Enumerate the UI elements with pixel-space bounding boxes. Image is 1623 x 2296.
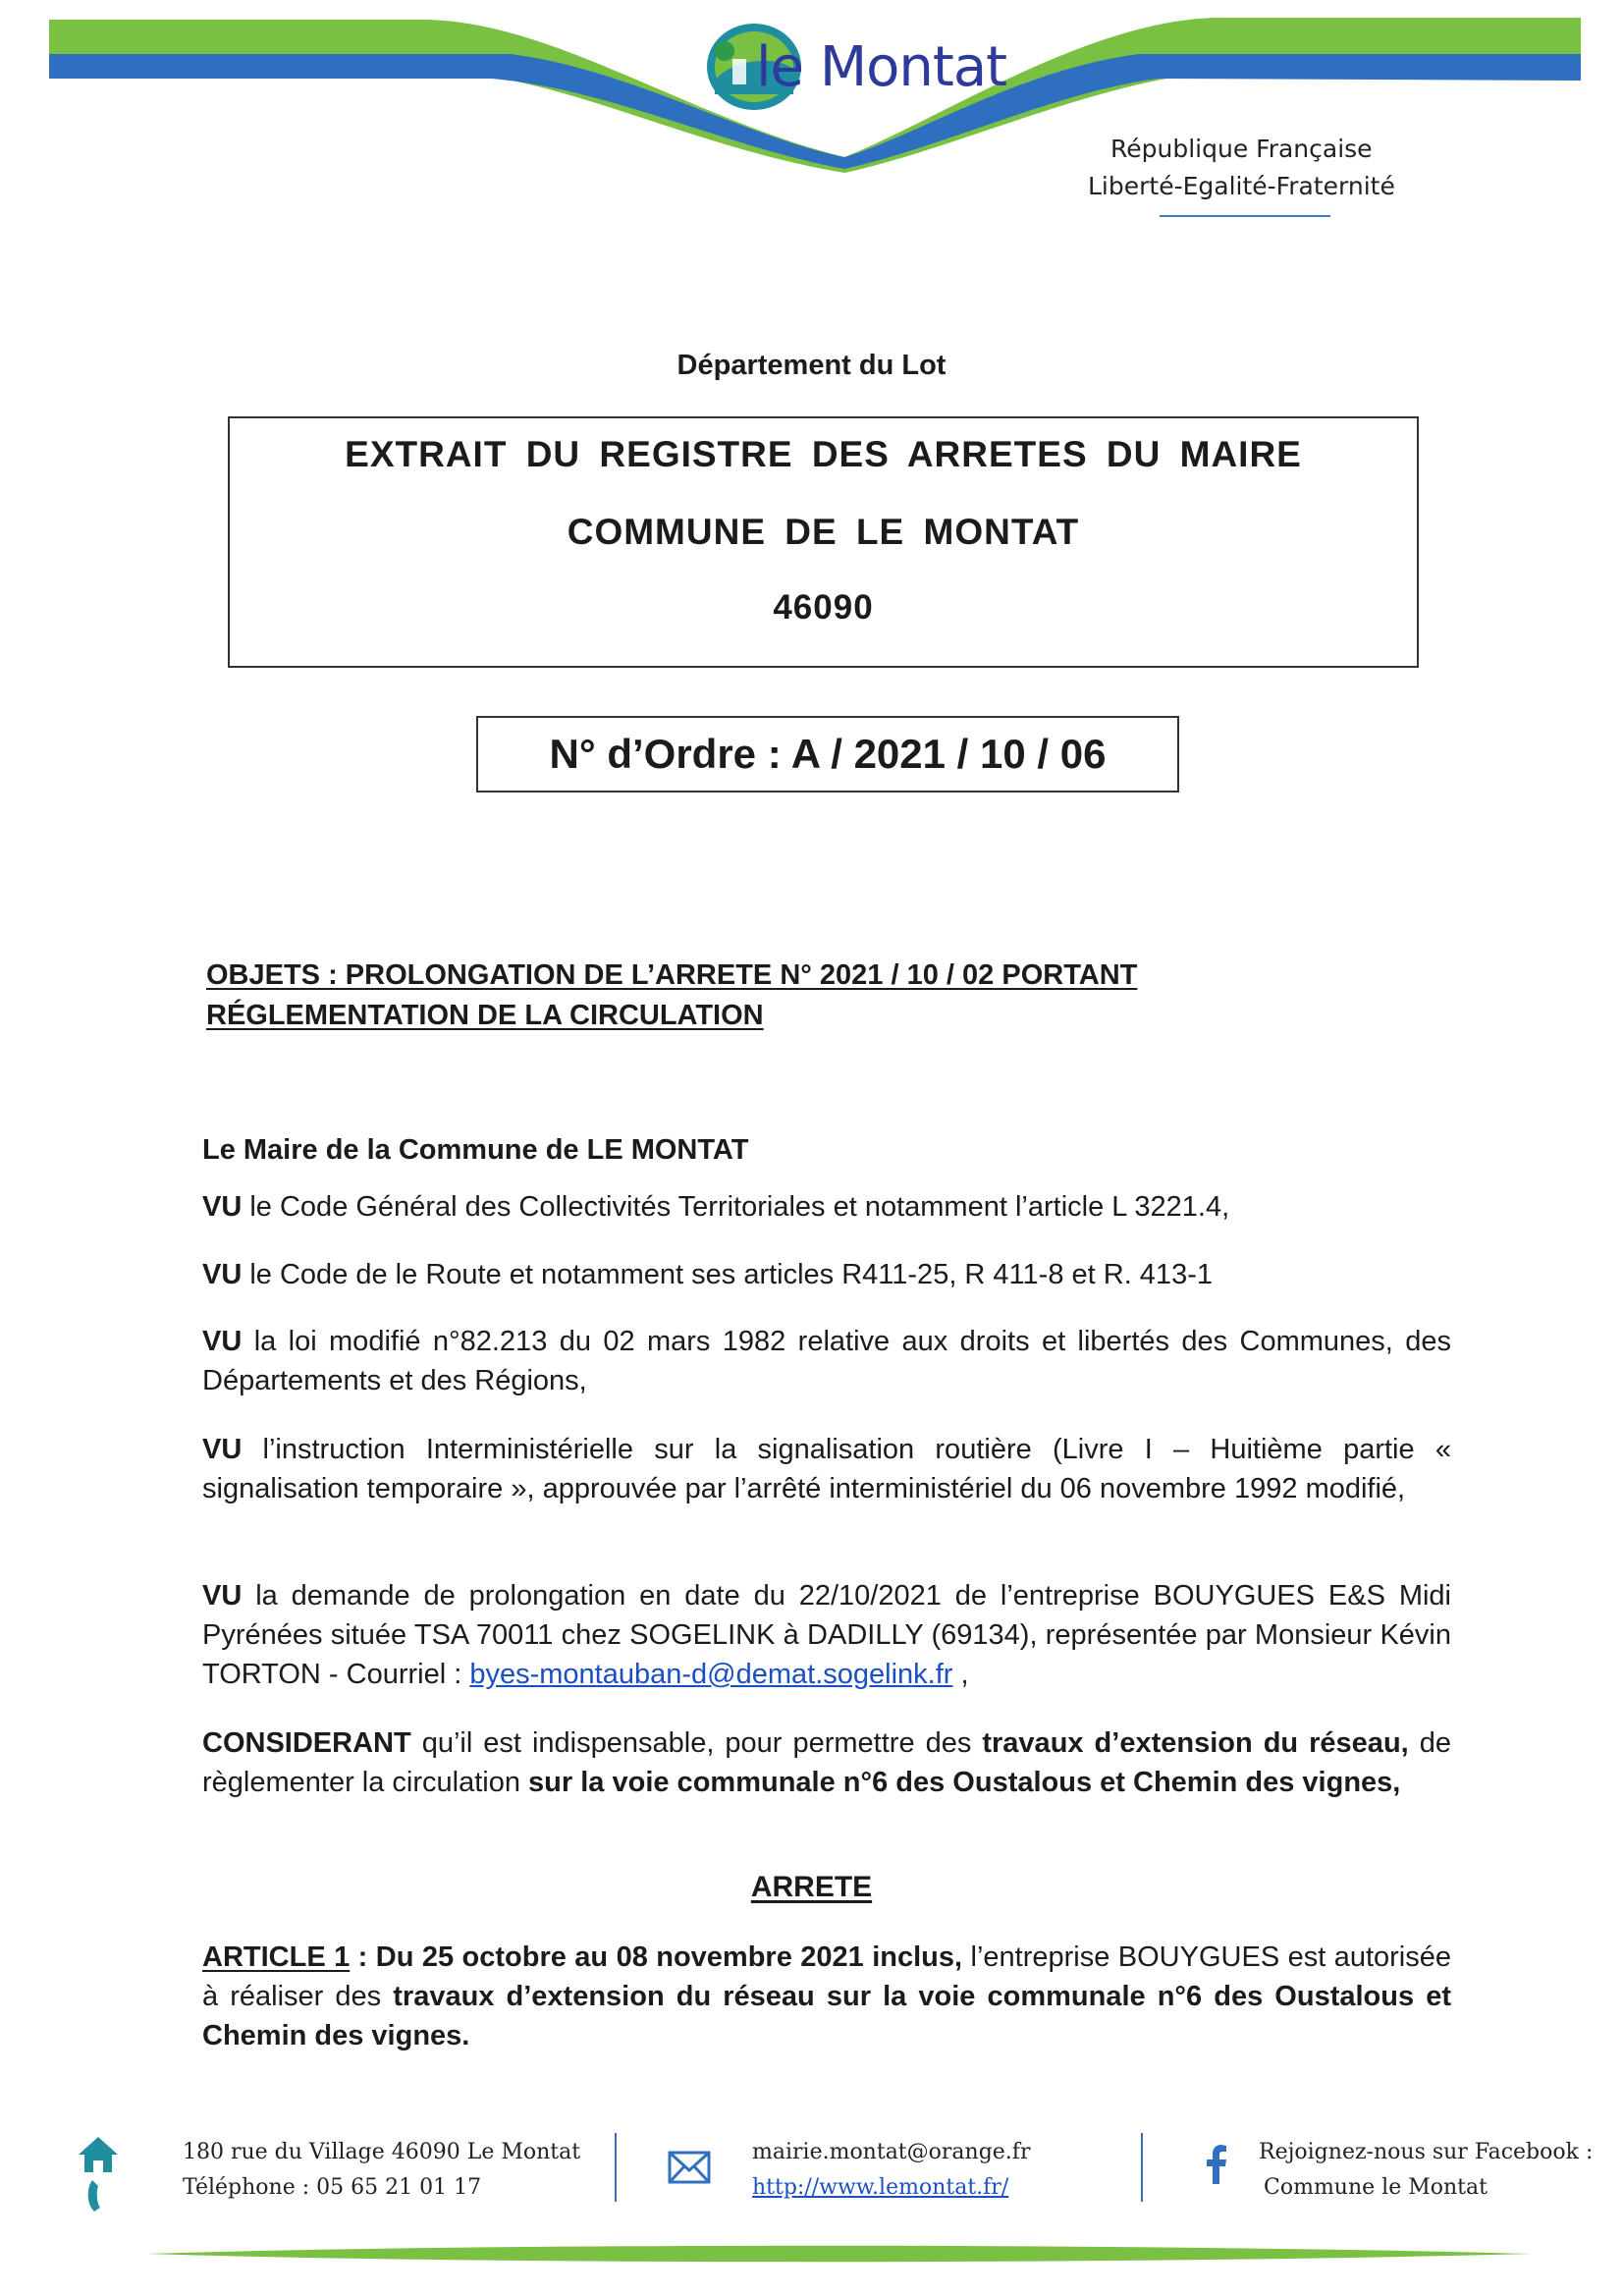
vu-paragraph-5 <box>202 1576 1451 1694</box>
footer-email[interactable]: mairie.montat@orange.fr <box>752 2140 1031 2164</box>
motto-underline <box>1160 215 1330 217</box>
article-1-label: ARTICLE 1 <box>202 1941 351 1973</box>
facebook-icon[interactable] <box>1206 2145 1227 2184</box>
vu-text: la loi modifié n°82.213 du 02 mars 1982 relative aux droits et libertés des Communes, des Départements et des Régions, <box>202 1326 1451 1396</box>
phone-icon <box>84 2176 112 2215</box>
vu-label: VU <box>202 1580 243 1612</box>
article-1-colon: : <box>350 1941 368 1973</box>
motto-line: Liberté-Egalité-Fraternité <box>1088 172 1395 200</box>
footer-facebook-line-2: Commune le Montat <box>1264 2175 1488 2200</box>
considerant-location: sur la voie communale n°6 des Oustalous et Chemin des vignes, <box>528 1767 1401 1798</box>
objects-line-2: RÉGLEMENTATION DE LA CIRCULATION <box>206 1000 764 1031</box>
article-1-dates: Du 25 octobre au 08 novembre 2021 inclus, <box>375 1941 963 1973</box>
vu-end: , <box>960 1659 969 1690</box>
article-1-text: l’entreprise BOUYGUES est autorisée à réaliser des <box>202 1941 1452 2012</box>
footer-facebook-line-1: Rejoignez-nous sur Facebook : <box>1259 2140 1594 2164</box>
considerant-text-2: de règlementer la circulation <box>202 1727 1451 1798</box>
footer-separator <box>615 2133 617 2202</box>
mayor-line: Le Maire de la Commune de LE MONTAT <box>202 1134 749 1166</box>
vu-text: le Code Général des Collectivités Territoriales et notamment l’article L 3221.4, <box>249 1191 1230 1223</box>
article-1-paragraph <box>202 1938 1451 2055</box>
article-1-works: travaux d’extension du réseau sur la voie communale n°6 des Oustalous et Chemin des vignes. <box>202 1981 1451 2051</box>
considerant-label: CONSIDERANT <box>202 1727 411 1759</box>
department-heading: Département du Lot <box>676 350 947 381</box>
vu-label: VU <box>202 1434 243 1465</box>
arrete-heading: ARRETE <box>750 1871 873 1903</box>
vu-label: VU <box>202 1191 243 1223</box>
vu-text: la demande de prolongation en date du 22/10/2021 de l’entreprise BOUYGUES E&S Midi Pyrénées située TSA 70011 chez SOGELINK à DADILLY (69134), représentée par Monsieur Kévin TORTON - Courriel : <box>202 1580 1451 1690</box>
vu-paragraph-3 <box>202 1322 1451 1400</box>
envelope-icon <box>668 2151 711 2184</box>
register-title-box <box>228 416 1419 668</box>
vu-label: VU <box>202 1259 243 1290</box>
email-link[interactable]: byes-montauban-d@demat.sogelink.fr <box>469 1659 953 1690</box>
vu-paragraph-4 <box>202 1430 1451 1508</box>
republic-line: République Française <box>1110 135 1373 163</box>
order-number-box: N° d’Ordre : A / 2021 / 10 / 06 <box>476 716 1179 793</box>
footer-bar <box>0 2239 1623 2269</box>
footer-separator <box>1141 2133 1143 2202</box>
postal-code: 46090 <box>773 588 874 627</box>
objects-heading <box>206 956 1286 1036</box>
register-title-line-2: COMMUNE DE LE MONTAT <box>567 512 1080 552</box>
vu-text: l’instruction Interministérielle sur la signalisation routière (Livre I – Huitième partie « signalisation temporaire », approuvée par l’arrêté interministériel du 06 novembre 1992 modifié, <box>202 1434 1451 1504</box>
vu-paragraph-1 <box>202 1187 1451 1227</box>
footer-address: 180 rue du Village 46090 Le Montat <box>183 2140 581 2164</box>
vu-paragraph-2 <box>202 1255 1451 1294</box>
considerant-paragraph <box>202 1723 1451 1802</box>
logo-text: le Montat <box>756 35 1007 99</box>
vu-label: VU <box>202 1326 243 1357</box>
register-title-line-1: EXTRAIT DU REGISTRE DES ARRETES DU MAIRE <box>345 434 1302 474</box>
footer-website-link[interactable]: http://www.lemontat.fr/ <box>752 2175 1009 2200</box>
considerant-text-1: qu’il est indispensable, pour permettre des <box>421 1727 972 1759</box>
footer-phone: Téléphone : 05 65 21 01 17 <box>183 2175 482 2200</box>
vu-text: le Code de le Route et notamment ses articles R411-25, R 411-8 et R. 413-1 <box>249 1259 1213 1290</box>
objects-line-1: OBJETS : PROLONGATION DE L’ARRETE N° 2021 / 10 / 02 PORTANT <box>206 959 1138 991</box>
considerant-works: travaux d’extension du réseau, <box>982 1727 1409 1759</box>
